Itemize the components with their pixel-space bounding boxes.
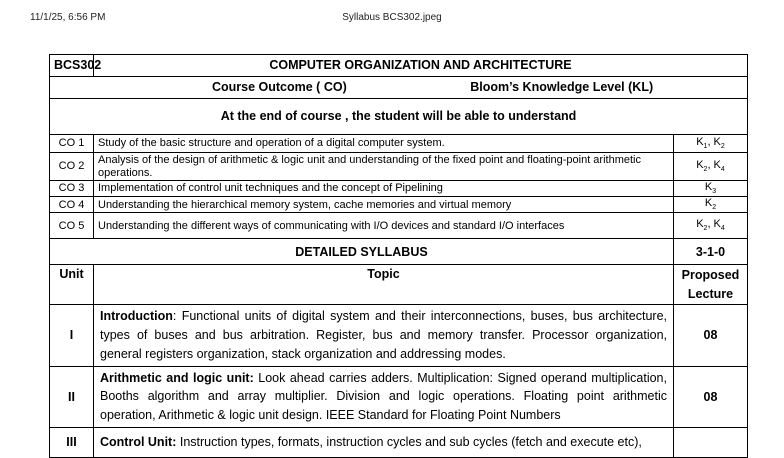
unit-number: II [50, 366, 94, 427]
unit-lectures: 08 [674, 366, 748, 427]
unit-topic-body: Instruction types, formats, instruction cycles and sub cycles (fetch and execute etc), [176, 435, 642, 450]
intro-line: At the end of course , the student will be able to understand [50, 99, 748, 135]
co-kl: $K_3$ [674, 181, 748, 197]
syllabus-table [49, 54, 748, 458]
co-kl: $K_2$, $K_4$ [674, 153, 748, 181]
col-lecture: Proposed Lecture [674, 265, 748, 305]
col-unit: Unit [50, 265, 94, 305]
unit-number: III [50, 427, 94, 457]
co-row [50, 153, 748, 181]
unit-number: I [50, 305, 94, 366]
co-id: CO 4 [50, 197, 94, 213]
co-text: Understanding the hierarchical memory system, cache memories and virtual memory [94, 197, 674, 213]
unit-topic [94, 427, 674, 457]
co-kl: $K_2$ [674, 197, 748, 213]
co-text: Implementation of control unit techniques and the concept of Pipelining [94, 181, 674, 197]
unit-row [50, 427, 748, 457]
unit-lectures [674, 427, 748, 457]
unit-topic [94, 305, 674, 366]
kl-heading: Bloom’s Knowledge Level (KL) [470, 80, 654, 95]
co-heading: Course Outcome ( CO) [212, 80, 347, 95]
print-filename: Syllabus BCS302.jpeg [342, 12, 442, 23]
unit-topic-head: Control Unit: [100, 435, 177, 450]
co-id: CO 3 [50, 181, 94, 197]
co-id: CO 5 [50, 213, 94, 239]
col-topic: Topic [94, 265, 674, 305]
unit-topic-head: Arithmetic and logic unit: [100, 370, 254, 385]
co-kl: $K_1$, $K_2$ [674, 135, 748, 153]
syllabus-title: DETAILED SYLLABUS [50, 239, 674, 265]
co-row [50, 135, 748, 153]
co-text: Understanding the different ways of communicating with I/O devices and standard I/O interfaces [94, 213, 674, 239]
unit-row [50, 305, 748, 366]
co-id: CO 2 [50, 153, 94, 181]
co-row [50, 181, 748, 197]
unit-lectures: 08 [674, 305, 748, 366]
ltp: 3-1-0 [674, 239, 748, 265]
unit-topic-body: Look ahead carries adders. Multiplication: Signed operand multiplication, Booths algorithm and array multiplier. Division and logic operations. Floating point arithmetic operation, Arithmetic & logic unit design. IEEE Standard for Floating Point Numbers [100, 370, 667, 423]
syllabus-document [49, 54, 747, 450]
unit-topic-head: Introduction [100, 309, 173, 324]
co-row [50, 197, 748, 213]
co-row [50, 213, 748, 239]
co-text: Study of the basic structure and operation of a digital computer system. [94, 135, 674, 153]
course-code: BCS302 [50, 55, 94, 77]
unit-topic-body: : Functional units of digital system and their interconnections, buses, bus architecture, types of buses and bus arbitration. Register, bus and memory transfer. Processor organization, general registers organization, stack organization and addressing modes. [100, 309, 667, 361]
unit-row [50, 366, 748, 427]
co-text: Analysis of the design of arithmetic & logic unit and understanding of the fixed point and floating-point arithmetic operations. [94, 153, 674, 181]
co-kl: $K_2$, $K_4$ [674, 213, 748, 239]
unit-topic [94, 366, 674, 427]
course-title: COMPUTER ORGANIZATION AND ARCHITECTURE [94, 55, 748, 77]
co-id: CO 1 [50, 135, 94, 153]
print-timestamp: 11/1/25, 6:56 PM [30, 12, 106, 23]
